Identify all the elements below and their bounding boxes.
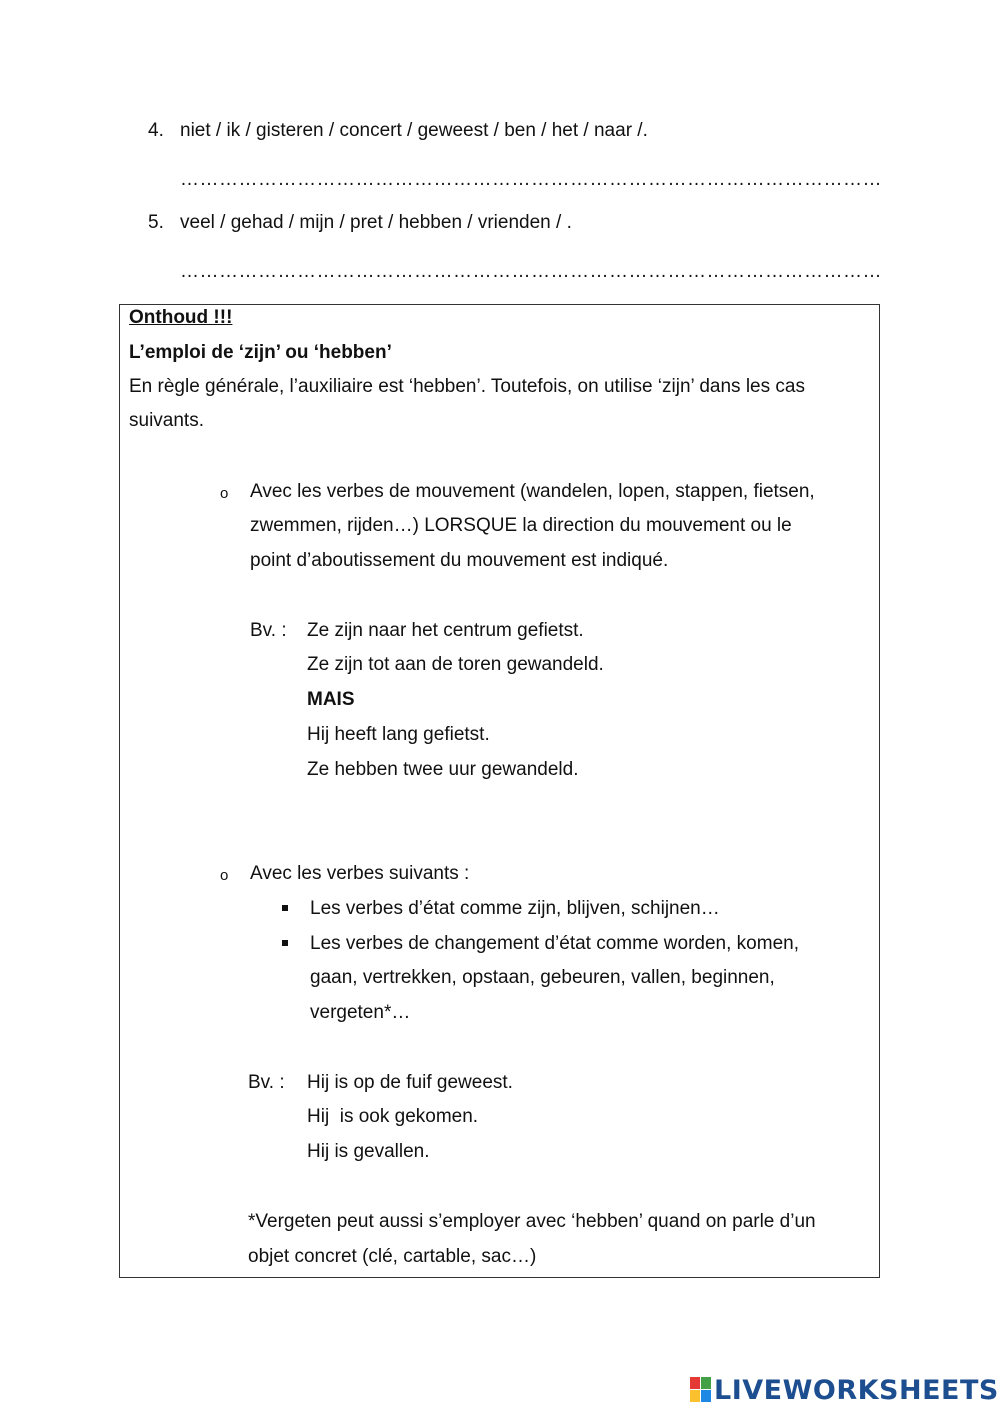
case-1-example-4: Ze hebben twee uur gewandeld. [307, 759, 579, 780]
exercise-4-number: 4. [148, 120, 164, 141]
liveworksheets-logo[interactable] [690, 1374, 999, 1406]
case-2-example-1: Hij is op de fuif geweest. [307, 1072, 513, 1093]
rule-intro-line-2: suivants. [129, 410, 204, 431]
case-1-example-label: Bv. : [250, 620, 287, 641]
case-2-subitem-2-line-2: gaan, vertrekken, opstaan, gebeuren, vallen, beginnen, [310, 967, 775, 988]
case-1-contrast-label: MAIS [307, 689, 355, 710]
case-2-intro: Avec les verbes suivants : [250, 863, 470, 884]
case-2-bullet: o [220, 867, 229, 884]
liveworksheets-logo-icon [690, 1377, 712, 1403]
case-2-subitem-2-line-3: vergeten*… [310, 1002, 411, 1023]
exercise-5-number: 5. [148, 212, 164, 233]
case-2-footnote-line-2: objet concret (clé, cartable, sac…) [248, 1246, 537, 1267]
case-1-example-3: Hij heeft lang gefietst. [307, 724, 490, 745]
liveworksheets-logo-text: LIVEWORKSHEETS [714, 1374, 999, 1406]
case-2-example-label: Bv. : [248, 1072, 285, 1093]
case-2-subitem-1: Les verbes d’état comme zijn, blijven, schijnen… [310, 898, 720, 919]
case-2-subitem-2-line-1: Les verbes de changement d’état comme worden, komen, [310, 933, 799, 954]
case-1-line-1: Avec les verbes de mouvement (wandelen, lopen, stappen, fietsen, [250, 481, 815, 502]
rule-subheading: L’emploi de ‘zijn’ ou ‘hebben’ [129, 342, 392, 363]
exercise-4-prompt: niet / ik / gisteren / concert / geweest / ben / het / naar /. [180, 120, 648, 141]
exercise-4-answer-line[interactable]: ……………………………………………………………………………………………… [180, 169, 882, 190]
case-1-bullet: o [220, 485, 229, 502]
case-2-example-3: Hij is gevallen. [307, 1141, 430, 1162]
rule-intro-line-1: En règle générale, l’auxiliaire est ‘hebben’. Toutefois, on utilise ‘zijn’ dans les cas [129, 376, 805, 397]
exercise-5-answer-line[interactable]: ……………………………………………………………………………………………… [180, 261, 882, 282]
case-2-subitem-2-bullet [282, 940, 288, 946]
case-2-subitem-1-bullet [282, 905, 288, 911]
case-2-footnote-line-1: *Vergeten peut aussi s’employer avec ‘hebben’ quand on parle d’un [248, 1211, 816, 1232]
case-1-example-1: Ze zijn naar het centrum gefietst. [307, 620, 584, 641]
case-1-example-2: Ze zijn tot aan de toren gewandeld. [307, 654, 604, 675]
case-1-line-3: point d’aboutissement du mouvement est indiqué. [250, 550, 669, 571]
case-2-example-2: Hij is ook gekomen. [307, 1106, 479, 1127]
case-1-line-2: zwemmen, rijden…) LORSQUE la direction du mouvement ou le [250, 515, 792, 536]
rule-box [119, 304, 880, 1278]
rule-heading: Onthoud !!! [129, 307, 233, 328]
exercise-5-prompt: veel / gehad / mijn / pret / hebben / vrienden / . [180, 212, 572, 233]
